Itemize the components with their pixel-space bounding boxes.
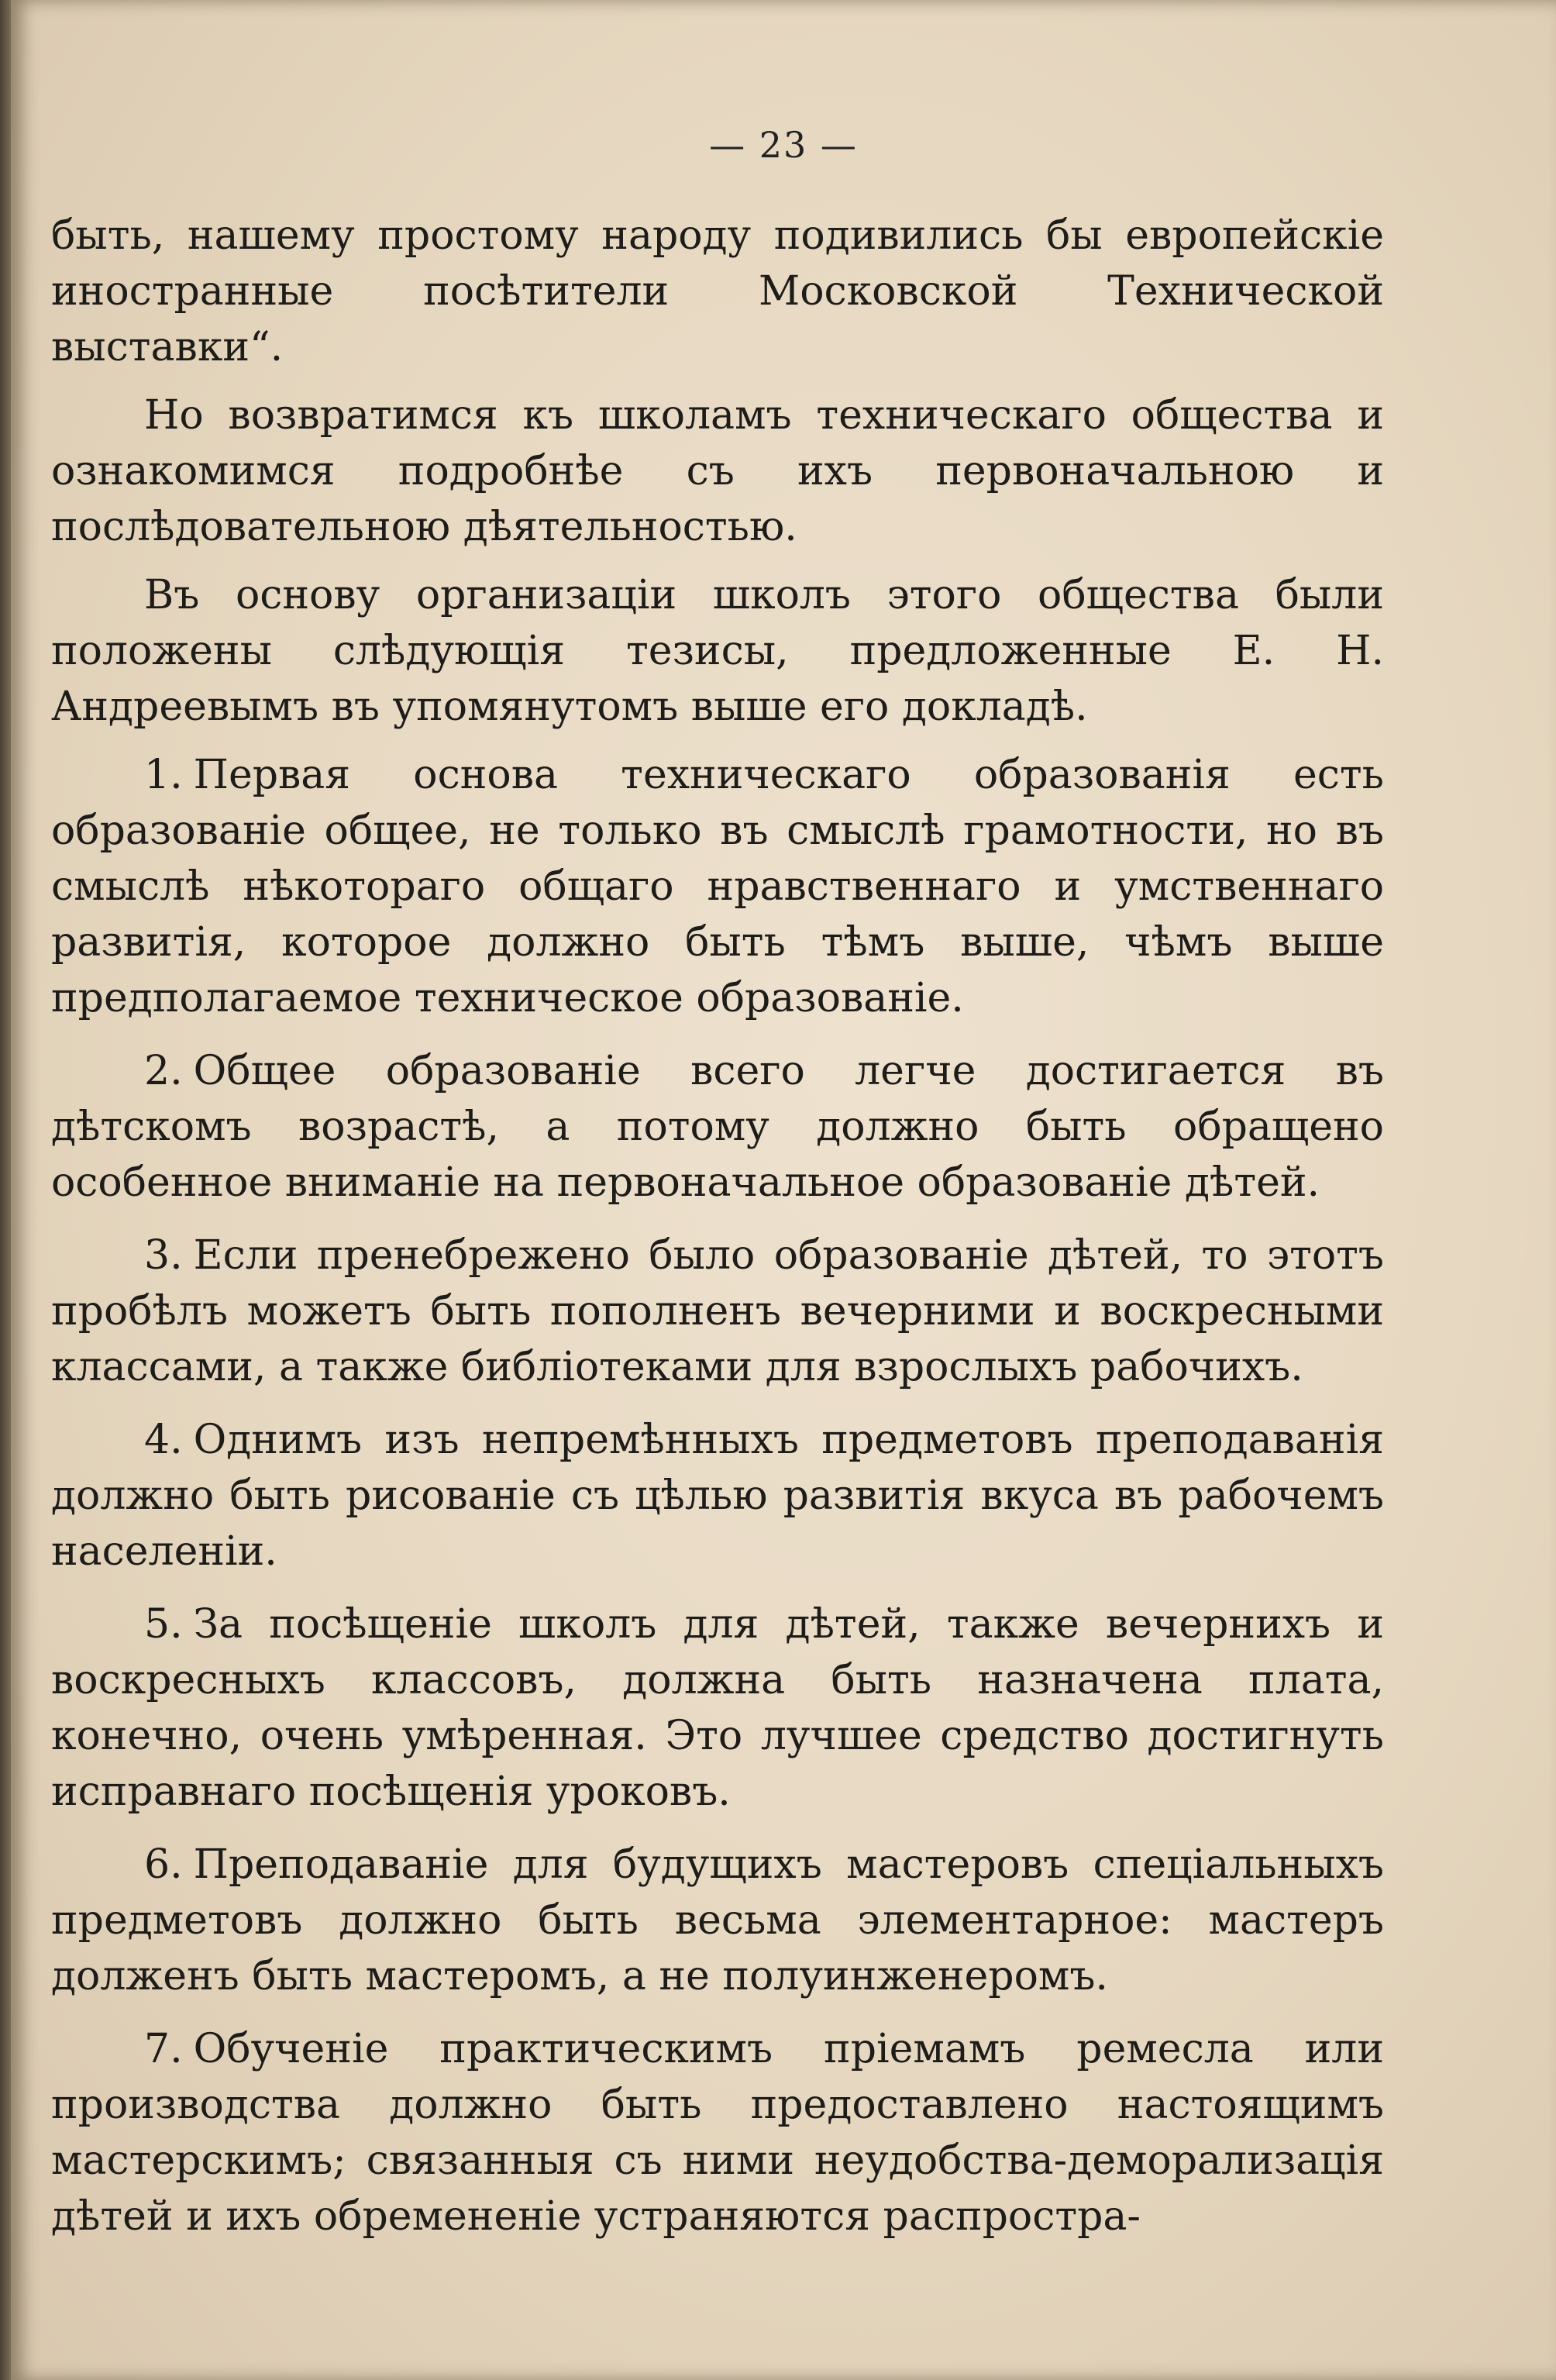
- thesis-item-1: [0, 747, 1384, 1026]
- thesis-number: 4.: [144, 1417, 183, 1463]
- thesis-text: Однимъ изъ непремѣнныхъ предметовъ преподаванія должно быть рисованіе съ цѣлью развитія вкуса въ рабочемъ населеніи.: [51, 1417, 1384, 1575]
- paragraph-continuation: быть, нашему простому народу подивились бы европейскіе иностранные посѣтители Московской Технической выставки“.: [51, 212, 1384, 370]
- thesis-item-2: [0, 1043, 1384, 1211]
- paragraph-return-to-schools: Но возвратимся къ школамъ техническаго общества и ознакомимся подробнѣе съ ихъ первоначальною и послѣдовательною дѣятельностью.: [51, 392, 1384, 550]
- book-page: [11, 0, 1556, 2380]
- thesis-number: 3.: [144, 1232, 183, 1279]
- thesis-item-5: [0, 1596, 1384, 1820]
- thesis-text: Общее образованіе всего легче достигается въ дѣтскомъ возрастѣ, а потому должно быть обращено особенное вниманіе на первоначальное образованіе дѣтей.: [51, 1048, 1384, 1206]
- thesis-item-7: [0, 2021, 1384, 2244]
- thesis-text: Первая основа техническаго образованія есть образованіе общее, не только въ смыслѣ грамотности, но въ смыслѣ нѣкотораго общаго нравственнаго и умственнаго развитія, которое должно быть тѣмъ выше, чѣмъ выше предполагаемое техническое образованіе.: [51, 752, 1384, 1021]
- thesis-item-6: [0, 1837, 1384, 2004]
- page-number: — 23 —: [709, 124, 858, 166]
- thesis-number: 2.: [144, 1048, 183, 1094]
- thesis-number: 5.: [144, 1601, 183, 1648]
- thesis-number: 6.: [144, 1841, 183, 1888]
- paragraph-theses-intro: Въ основу организаціи школъ этого общества были положены слѣдующія тезисы, предложенные Е. Н. Андреевымъ въ упомянутомъ выше его докладѣ.: [51, 572, 1384, 730]
- thesis-text: Если пренебрежено было образованіе дѣтей, то этотъ пробѣлъ можетъ быть пополненъ вечерними и воскресными классами, а также библіотеками для взрослыхъ рабочихъ.: [51, 1232, 1384, 1390]
- thesis-number: 1.: [144, 752, 183, 798]
- thesis-item-4: [0, 1412, 1384, 1579]
- page-body: [51, 208, 1384, 2261]
- thesis-number: 7.: [144, 2026, 183, 2072]
- thesis-text: Преподаваніе для будущихъ мастеровъ спеціальныхъ предметовъ должно быть весьма элементарное: мастеръ долженъ быть мастеромъ, а не полуинженеромъ.: [51, 1841, 1384, 1999]
- thesis-text: Обученіе практическимъ пріемамъ ремесла или производства должно быть предоставлено настоящимъ мастерскимъ; связанныя съ ними неудобства-деморализація дѣтей и ихъ обремененіе устраняются распростра-: [51, 2026, 1384, 2240]
- thesis-text: За посѣщеніе школъ для дѣтей, также вечернихъ и воскресныхъ классовъ, должна быть назначена плата, конечно, очень умѣренная. Это лучшее средство достигнуть исправнаго посѣщенія уроковъ.: [51, 1601, 1384, 1815]
- thesis-item-3: [0, 1228, 1384, 1395]
